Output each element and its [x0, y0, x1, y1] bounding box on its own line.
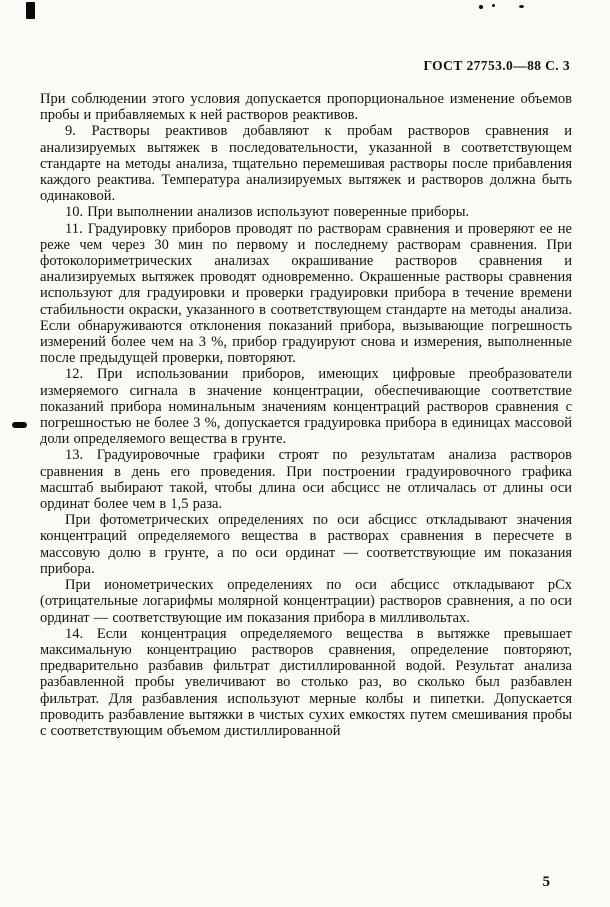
scan-artifact-ink-dot: [519, 5, 524, 8]
paragraph-item-13-photometric: При фотометрических определениях по оси абсцисс откладывают значения концентраций определяемого вещества в растворах сравнения в пересчете в массовую долю в грунте, а по оси ординат — соответствующие им показания прибора.: [40, 512, 572, 577]
paragraph-item-13: 13. Градуировочные графики строят по результатам анализа растворов сравнения в день его проведения. При построении градуировочного графика масштаб выбирают такой, чтобы длина оси абсцисс не отличалась от длины оси ординат более чем в 1,5 раза.: [40, 447, 572, 513]
paragraph-item-12: 12. При использовании приборов, имеющих цифровые преобразователи измеряемого сигнала в значение концентрации, обеспечивающие соответствие показаний прибора номинальным значениям концентраций растворов сравнения с погрешностью не более 3 %, допускается градуировка прибора в единицах массовой доли определяемого вещества в грунте.: [40, 366, 572, 448]
scan-artifact-ink-dash: [12, 422, 27, 428]
paragraph-item-14: 14. Если концентрация определяемого вещества в вытяжке превышает максимальную концентрацию растворов сравнения, определение повторяют, предварительно разбавив фильтрат дистиллированной водой. Результат анализа разбавленной пробы увеличивают во столько раз, во сколько был разбавлен фильтрат. Для разбавления используют мерные колбы и пипетки. Допускается проводить разбавление вытяжки в чистых сухих емкостях путем смешивания пробы с соответствующим объемом дистиллированной: [40, 625, 572, 739]
document-header-gost-number: ГОСТ 27753.0—88 С. 3: [423, 58, 570, 73]
paragraph-item-11: 11. Градуировку приборов проводят по растворам сравнения и проверяют ее не реже чем через 30 мин по первому и последнему растворам сравнения. При фотоколориметрических анализах окрашивание растворов сравнения и анализируемых вытяжек проводят одновременно. Окрашенные растворы сравнения используют для градуировки и проверки градуировки прибора в течение времени стабильности окраски, указанного в соответствующем стандарте на методы анализа. Если обнаруживаются отклонения показаний прибора, вызывающие погрешность измерений более чем на 3 %, прибор градуируют снова и измерения, выполненные после предыдущей проверки, повторяют.: [40, 220, 572, 367]
page-number: 5: [542, 874, 550, 890]
document-body: [40, 91, 572, 739]
paragraph-item-9: 9. Растворы реактивов добавляют к пробам растворов сравнения и анализируемых вытяжек в последовательности, указанной в соответствующем стандарте на методы анализа, тщательно перемешивая растворы после прибавления каждого реактива. Температура анализируемых вытяжек и растворов должна быть одинаковой.: [40, 123, 572, 205]
scan-artifact-ink-dot: [479, 5, 483, 9]
paragraph-continuation: При соблюдении этого условия допускается пропорциональное изменение объемов пробы и прибавляемых к ней растворов реактивов.: [40, 91, 572, 124]
paragraph-item-10: 10. При выполнении анализов используют поверенные приборы.: [65, 204, 470, 221]
scan-artifact-ink-dot: [492, 4, 495, 7]
paragraph-item-13-ionometric: При ионометрических определениях по оси абсцисс откладывают рСx (отрицательные логарифмы молярной концентрации) растворов сравнения, а по оси ординат — соответствующие им показания прибора в милливольтах.: [40, 577, 572, 626]
scan-artifact-ink-bar: [26, 2, 35, 19]
